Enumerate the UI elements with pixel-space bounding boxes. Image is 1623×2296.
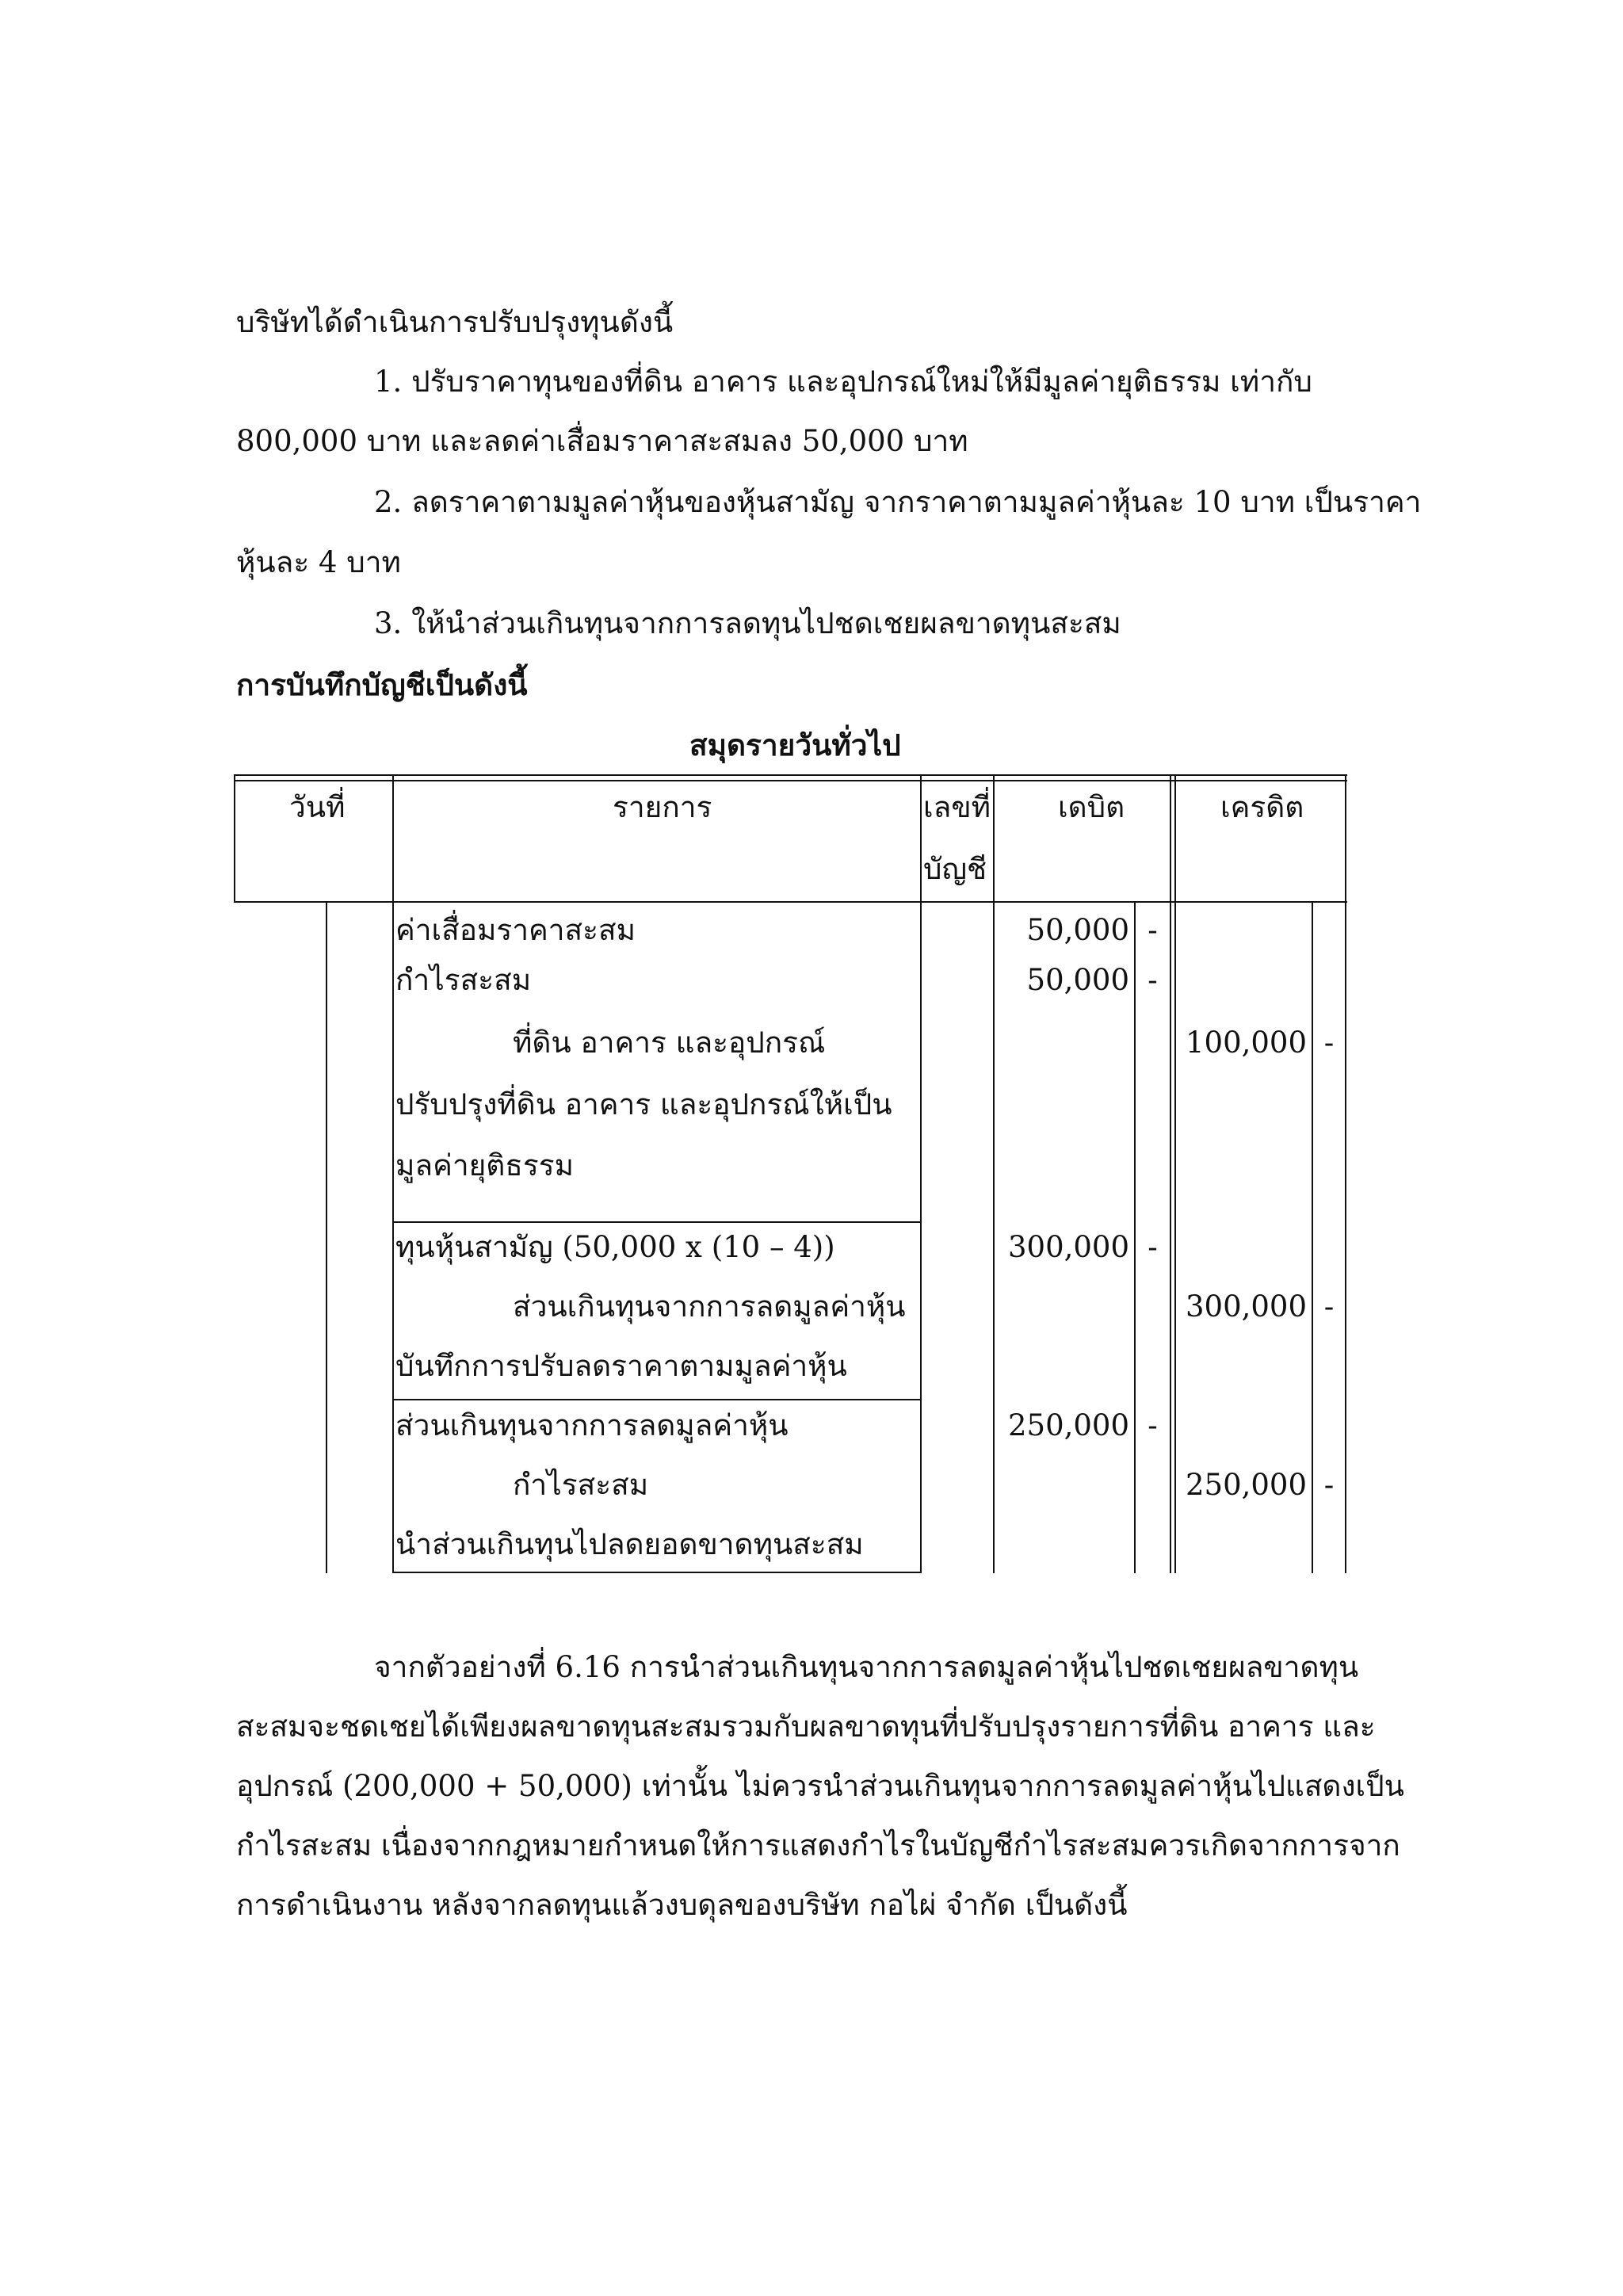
- row-7-credit: 300,000: [1185, 1289, 1307, 1324]
- table-right-border: [1345, 774, 1346, 1573]
- row-2-debit-decimal: -: [1148, 963, 1158, 997]
- row-9-debit: 250,000: [1007, 1408, 1129, 1442]
- row-2-debit: 50,000: [1026, 963, 1129, 997]
- row-1-description: ค่าเสื่อมราคาสะสม: [395, 913, 636, 947]
- row-10-credit-decimal: -: [1323, 1468, 1335, 1502]
- entry-3-bottom-rule: [392, 1572, 920, 1573]
- row-1-debit-decimal: -: [1148, 913, 1158, 947]
- item-2-line-2: หุ้นละ 4 บาท: [236, 545, 401, 579]
- header-ref-line-2: บัญชี: [923, 852, 987, 886]
- row-6-description: ทุนหุ้นสามัญ (50,000 x (10 – 4)): [395, 1230, 835, 1264]
- item-1-line-1: 1. ปรับราคาทุนของที่ดิน อาคาร และอุปกรณ์ใหม่ให้มีมูลค่ายุติธรรม เท่ากับ: [374, 365, 1312, 399]
- ref-column-divider: [993, 774, 995, 1573]
- row-3-description: ที่ดิน อาคาร และอุปกรณ์: [513, 1026, 826, 1060]
- debit-column-divider-1: [1170, 774, 1171, 1573]
- paragraph-line-2: สะสมจะชดเชยได้เพียงผลขาดทุนสะสมรวมกับผลขาดทุนที่ปรับปรุงรายการที่ดิน อาคาร และ: [236, 1710, 1376, 1744]
- header-description: รายการ: [613, 790, 712, 824]
- paragraph-line-5: การดำเนินงาน หลังจากลดทุนแล้วงบดุลของบริษัท กอไผ่ จำกัด เป็นดังนี้: [236, 1888, 1128, 1922]
- item-2-line-1: 2. ลดราคาตามมูลค่าหุ้นของหุ้นสามัญ จากราคาตามมูลค่าหุ้นละ 10 บาท เป็นราคา: [374, 485, 1422, 519]
- row-11-description: นำส่วนเกินทุนไปลดยอดขาดทุนสะสม: [395, 1527, 864, 1561]
- row-10-description: กำไรสะสม: [513, 1468, 649, 1502]
- paragraph-line-4: กำไรสะสม เนื่องจากกฎหมายกำหนดให้การแสดงกำไรในบัญชีกำไรสะสมควรเกิดจากการจาก: [236, 1828, 1400, 1862]
- table-left-border: [234, 774, 235, 901]
- header-credit: เครดิต: [1220, 790, 1304, 824]
- journal-table: [234, 774, 1347, 1573]
- row-4-description: ปรับปรุงที่ดิน อาคาร และอุปกรณ์ให้เป็น: [395, 1087, 892, 1121]
- item-1-line-2: 800,000 บาท และลดค่าเสื่อมราคาสะสมลง 50,000 บาท: [236, 424, 968, 458]
- entry-1-bottom-rule: [392, 1221, 920, 1223]
- row-8-description: บันทึกการปรับลดราคาตามมูลค่าหุ้น: [395, 1349, 847, 1383]
- header-date: วันที่: [289, 790, 346, 824]
- header-ref-line-1: เลขที่: [923, 790, 991, 824]
- table-top-rule-2: [234, 780, 1347, 781]
- journal-title: สมุดรายวันทั่วไป: [689, 728, 901, 762]
- table-top-rule-1: [234, 774, 1347, 776]
- row-9-debit-decimal: -: [1148, 1408, 1158, 1442]
- row-6-debit-decimal: -: [1148, 1230, 1158, 1264]
- intro-text: บริษัทได้ดำเนินการปรับปรุงทุนดังนี้: [236, 305, 674, 339]
- paragraph-line-3: อุปกรณ์ (200,000 + 50,000) เท่านั้น ไม่ควรนำส่วนเกินทุนจากการลดมูลค่าหุ้นไปแสดงเป็น: [236, 1769, 1404, 1803]
- entry-2-bottom-rule: [392, 1399, 920, 1400]
- row-5-description: มูลค่ายุติธรรม: [395, 1148, 575, 1182]
- row-7-credit-decimal: -: [1323, 1289, 1335, 1324]
- date-column-divider: [392, 774, 394, 1573]
- row-10-credit: 250,000: [1185, 1468, 1307, 1502]
- row-2-description: กำไรสะสม: [395, 963, 532, 997]
- header-bottom-rule: [234, 901, 1347, 903]
- item-3-line-1: 3. ให้นำส่วนเกินทุนจากการลดทุนไปชดเชยผลขาดทุนสะสม: [374, 606, 1121, 640]
- row-7-description: ส่วนเกินทุนจากการลดมูลค่าหุ้น: [513, 1289, 906, 1324]
- row-3-credit: 100,000: [1185, 1026, 1307, 1060]
- record-heading: การบันทึกบัญชีเป็นดังนี้: [236, 667, 528, 702]
- row-6-debit: 300,000: [1007, 1230, 1129, 1264]
- date-month-divider: [326, 901, 327, 1573]
- paragraph-line-1: จากตัวอย่างที่ 6.16 การนำส่วนเกินทุนจากการลดมูลค่าหุ้นไปชดเชยผลขาดทุน: [374, 1650, 1359, 1684]
- debit-column-divider-2: [1174, 774, 1176, 1573]
- header-debit: เดบิต: [1058, 790, 1125, 824]
- row-9-description: ส่วนเกินทุนจากการลดมูลค่าหุ้น: [395, 1408, 789, 1442]
- row-3-credit-decimal: -: [1323, 1026, 1335, 1060]
- description-column-divider: [920, 774, 922, 1573]
- row-1-debit: 50,000: [1026, 913, 1129, 947]
